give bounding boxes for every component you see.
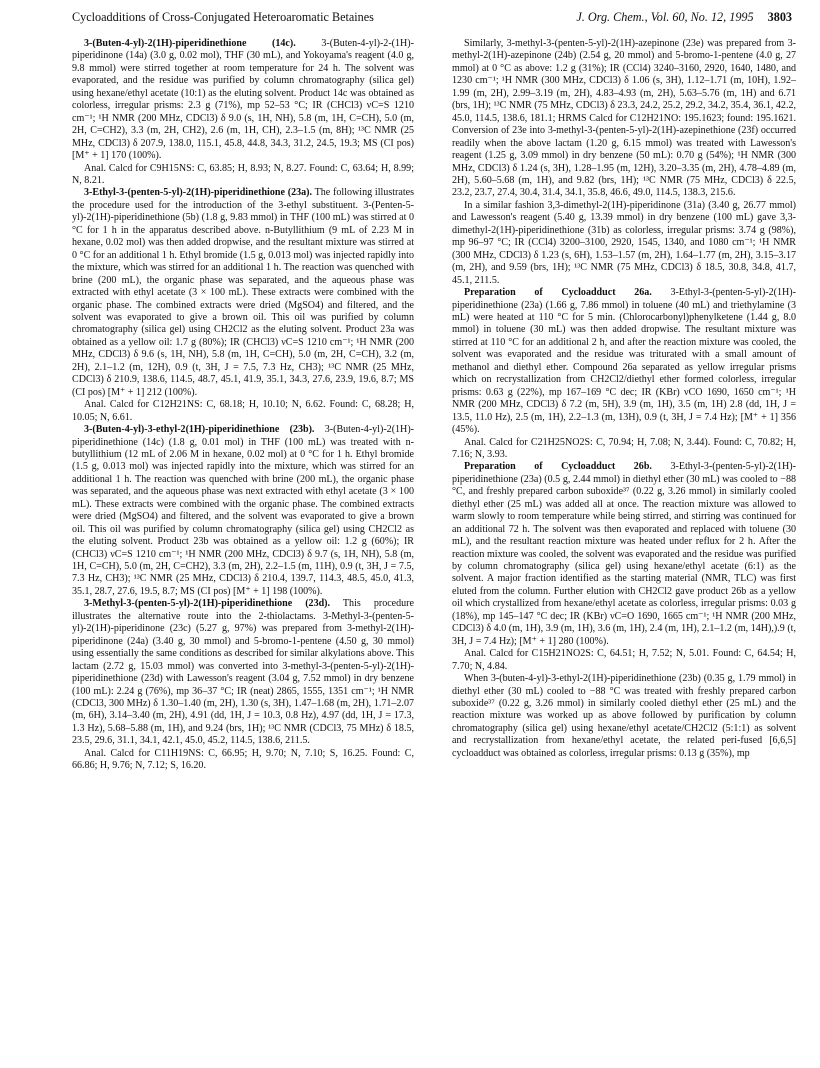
paragraph-body: This procedure illustrates the alternative route into the 2-thiolactams. 3-Methyl-3-(penten-5-yl)-2(1H)-piperidinone (23c) (5.27 g, 97%) was prepared from 3-methyl-2(1H)-piperidinone (24a) (3.40 g, 30 mmol) and 5-bromo-1-pentene (4.50 g, 30 mmol) using essentially the same conditions as described for similar alkylations above. This lactam (2.72 g, 15.03 mmol) was converted into 3-methyl-3-(penten-5-yl)-2(1H)-piperidinethione (23d) with Lawesson's reagent (3.04 g, 7.52 mmol) in dry benzene (100 mL): 2.24 g (76%), mp 36–37 °C; IR (neat) 2865, 1555, 1351 cm⁻¹; ¹H NMR (CDCl3, 300 MHz) δ 1.30–1.40 (m, 2H), 1.30 (s, 3H), 1.47–1.68 (m, 2H), 1.71–2.07 (m, 6H), 3.14–3.40 (m, 2H), 4.91 (dd, 1H, J = 10.3, 0.8 Hz), 4.97 (dd, 1H, J = 17.3, 1.3 Hz), 5.68–5.88 (m, 1H), and 9.24 (brs, 1H); ¹³C NMR (CDCl3, 75 MHz) δ 18.5, 23.5, 29.6, 31.1, 34.1, 42.1, 45.0, 45.2, 114.5, 138.6, 211.5. [72, 598, 414, 747]
paragraph-23d-analysis [72, 748, 414, 773]
paragraph-body: When 3-(buten-4-yl)-3-ethyl-2(1H)-piperidinethione (23b) (0.35 g, 1.79 mmol) in diethyl ether (30 mL) cooled to −88 °C was treated with freshly prepared carbon suboxide³⁷ (0.22 g, 3.26 mmol) in similarly cooled diethyl ether (25 mL) and the reaction mixture was worked up as above followed by purification by column chromatography (silica gel) using hexane/ethyl acetate/CH2Cl2 (5:1:1) as solvent and recrystallization from hexane/ethyl acetate, the related peri-fused [6,6,5] cycloadduct was obtained as colorless, irregular prisms: 0.13 g (35%), mp [452, 673, 796, 759]
paragraph-26a-analysis [452, 437, 796, 462]
paragraph-23a [72, 187, 414, 399]
paragraph-heading: 3-(Buten-4-yl)-2(1H)-piperidinethione (14c). [84, 38, 296, 49]
paragraph-body: 3-Ethyl-3-(penten-5-yl)-2(1H)-piperidinethione (23a) (1.66 g, 7.86 mmol) in toluene (40 mL) and triethylamine (3 mL) were heated at 110 °C for 5 min. (Chlorocarbonyl)phenylketene (1.44 g, 8.0 mmol) in toluene (30 mL) was then added dropwise. The resultant mixture was stirred at 110 °C for an additional 2 h, and after the reaction mixture was cooled, the solvent was evaporated and the residue was triturated with a small amount of methanol and diethyl ether. Compound 26a separated as yellow irregular prisms which on recrystallization from CH2Cl2/diethyl ether formed colorless, irregular prisms: 0.63 g (22%), mp 167–169 °C dec; IR (KBr) νCO 1690, 1650 cm⁻¹; ¹H NMR (200 MHz, CDCl3) δ 7.2 (m, 5H), 3.9 (m, 1H), 3.5 (m, 1H) 2.8 (dd, 1H, J = 13.5, 11.0 Hz), 2.5 (m, 1H), 2.2–1.3 (m, 13H), 0.9 (t, 3H, J = 7.4 Hz); [M⁺ + 1] 356 (45%). [452, 287, 796, 436]
paragraph-23b-cycloadduct [452, 673, 796, 760]
paragraph-23e-23f [452, 38, 796, 200]
paragraph-14c [72, 38, 414, 163]
paragraph-heading: Preparation of Cycloadduct 26b. [464, 461, 652, 473]
paragraph-body: In a similar fashion 3,3-dimethyl-2(1H)-piperidinone (31a) (3.40 g, 26.77 mmol) and Lawesson's reagent (5.40 g, 13.39 mmol) in dry benzene (100 mL) gave 3,3-dimethyl-2(1H)-piperidinethione (31b) as colorless, irregular prisms: 3.74 g (98%), mp 96–97 °C; IR (CCl4) 3200–3100, 2920, 1545, 1340, and 1080 cm⁻¹; ¹H NMR (300 MHz, CDCl3) δ 1.23 (s, 6H), 1.53–1.57 (m, 2H), 1.64–1.77 (m, 2H), 3.15–3.17 (m, 2H), and 9.59 (brs, 1H); ¹³C NMR (75 MHz, CDCl3) δ 18.5, 30.8, 34.8, 41.7, 45.1, 211.5. [452, 199, 796, 286]
paragraph-body: The following illustrates the procedure used for the introduction of the 3-ethyl substituent. 3-(Penten-5-yl)-2(1H)-piperidinethione (5b) (1.8 g, 9.83 mmol) in THF (100 mL) was stirred at 0 °C for 1 h in the apparatus described above. n-Butyllithium (9 mL of 2.23 M in hexane, 0.02 mol) was then added dropwise, and the resultant mixture was stirred at 0 °C for an additional 1 h. Ethyl bromide (1.5 g, 0.013 mol) was injected rapidly into the mixture, which was stirred for an additional 1 h. The reaction was quenched with brine (200 mL), the organic phase was separated, and the aqueous phase was extracted with ethyl acetate (3 × 100 mL). These extracts were combined with the organic phase. The combined extracts were dried (MgSO4) and filtered, and the solvent was evaporated to give a brown oil. This oil was purified by column chromatography (silica gel) using CH2Cl2 as the eluting solvent. Product 23a was obtained as a yellow oil: 1.7 g (80%); IR (CHCl3) νC=S 1210 cm⁻¹; ¹H NMR (200 MHz, CDCl3) δ 9.6 (s, 1H, NH), 5.8 (m, 1H, C=CH), 5.0 (m, 2H, C=CH), 3.2 (m, 2H), 2.1–1.2 (m, 12H), 0.9 (t, 3H, J = 7.5, 7.3 Hz, CH3); ¹³C NMR (25 MHz, CDCl3) δ 210.9, 138.6, 114.5, 48.7, 45.1, 41.9, 35.1, 34.3, 27.6, 23.9, 19.6, 8.7; MS (CI pos) [M⁺ + 1] 212 (100%). [72, 187, 414, 398]
paragraph-26b-analysis [452, 648, 796, 673]
paragraph-26a [452, 287, 796, 436]
paragraph-body: 3-Ethyl-3-(penten-5-yl)-2(1H)-piperidinethione (23a) (0.5 g, 2.44 mmol) in diethyl ether (30 mL) was cooled to −88 °C, and freshly prepared carbon suboxide³⁷ (0.22 g, 3.26 mmol) in similarly cooled diethyl ether (25 mL) was added all at once. The reaction mixture was allowed to warm slowly to room temperature while being stirred, and stirring was continued for an additional 72 h. The solvent was then evaporated and replaced with toluene (30 mL), and the resultant reaction mixture was heated under reflux for 2 h. After the reaction mixture was cooled, the solvent was evaporated and the residue was purified by column chromatography (silica gel) using hexane/ethyl acetate (6:1) as the solvent. A major fraction identified as the starting material (NMR, TLC) was first eluted from the column. Further elution with CH2Cl2 gave product 26b as a yellow oil which crystallized from hexane/ethyl acetate as colorless, irregular prisms: 0.03 g (18%), mp 145–147 °C dec; IR (KBr) νC=O 1690, 1665 cm⁻¹; ¹H NMR (200 MHz, CDCl3) δ 4.0 (m, 1H), 3.9 (m, 1H), 3.6 (m, 1H), 2.4 (m, 1H), 2.1–1.2 (m, 14H),).9 (t, 3H, J = 7.4 Hz); [M⁺ + 1] 280 (100%). [452, 461, 796, 647]
paragraph-body: Anal. Calcd for C12H21NS: C, 68.18; H, 10.10; N, 6.62. Found: C, 68.28; H, 10.05; N, 6.61. [72, 399, 414, 423]
paragraph-body: Anal. Calcd for C9H15NS: C, 63.85; H, 8.93; N, 8.27. Found: C, 63.64; H, 8.99; N, 8.21. [72, 162, 414, 186]
page-number: 3803 [767, 10, 792, 24]
paragraph-body: Similarly, 3-methyl-3-(penten-5-yl)-2(1H)-azepinone (23e) was prepared from 3-methyl-2(1H)-azepinone (24b) (2.54 g, 20 mmol) and 5-bromo-1-pentene (4.0 g, 27 mmol) at 0 °C as above: 1.2 g (31%); IR (CCl4) 3240–3160, 2920, 1640, 1480, and 1230 cm⁻¹; ¹H NMR (300 MHz, CDCl3) δ 1.06 (s, 3H), 1.12–1.71 (m, 10H), 1.92–1.99 (m, 2H), 2.99–3.19 (m, 2H), 4.83–4.93 (m, 2H), 5.63–5.76 (m, 1H) and 6.71 (brs, 1H); ¹³C NMR (75 MHz, CDCl3) δ 23.3, 24.2, 25.2, 29.2, 34.2, 35.4, 36.1, 42.2, 45.0, 114.5, 138.6, 181.1; HRMS Calcd for C12H21NO: 195.1623; found: 195.1621. Conversion of 23e into 3-methyl-3-(penten-5-yl)-2(1H)-azepinethione (23f) occurred readily when the above lactam (1.20 g, 6.15 mmol) was treated with Lawesson's reagent (1.25 g, 3.09 mmol) in dry benzene (50 mL): 0.70 g (54%); ¹H NMR (300 MHz, CDCl3) δ 1.24 (s, 3H), 1.28–1.95 (m, 12H), 3.20–3.35 (m, 2H), 4.78–4.89 (m, 2H), 5.60–5.68 (m, 1H), and 9.82 (brs, 1H); ¹³C NMR (75 MHz, CDCl3) δ 22.5, 23.2, 23.7, 27.4, 30.4, 31.4, 34.1, 35.8, 46.6, 49.0, 114.5, 138.3, 215.6. [452, 38, 796, 199]
paragraph-23d [72, 598, 414, 747]
paragraph-14c-analysis [72, 163, 414, 188]
paragraph-body: Anal. Calcd for C15H21NO2S: C, 64.51; H, 7.52; N, 5.01. Found: C, 64.54; H, 7.70; N, 4.84. [452, 648, 796, 672]
right-column [452, 38, 796, 760]
paragraph-23a-analysis [72, 399, 414, 424]
paragraph-body: Anal. Calcd for C11H19NS: C, 66.95; H, 9.70; N, 7.10; S, 16.25. Found: C, 66.86; H, 9.76; N, 7.12; S, 16.20. [72, 747, 414, 772]
running-title: Cycloadditions of Cross-Conjugated Heteroaromatic Betaines [72, 10, 374, 24]
paragraph-heading: 3-Methyl-3-(penten-5-yl)-2(1H)-piperidinethione (23d). [84, 598, 331, 610]
paragraph-heading: 3-(Buten-4-yl)-3-ethyl-2(1H)-piperidinethione (23b). [84, 424, 315, 436]
paragraph-heading: Preparation of Cycloadduct 26a. [464, 287, 652, 299]
running-header [72, 10, 792, 30]
paragraph-23b [72, 424, 414, 598]
paragraph-body: 3-(Buten-4-yl)-2-(1H)-piperidinone (14a) (3.0 g, 0.02 mol), THF (30 mL), and Yokoyama's reagent (4.0 g, 9.8 mmol) were stirred together at room temperature for 24 h. The solvent was evaporated, and the residue was purified by column chromatography (silica gel) using hexane/ethyl acetate (10:1) as the eluting solvent. Product 14c was obtained as colorless, irregular prisms: 2.3 g (71%), mp 52–53 °C; IR (CHCl3) νC=S 1210 cm⁻¹; ¹H NMR (200 MHz, CDCl3) δ 9.0 (s, 1H, NH), 5.8 (m, 1H, C=CH), 5.0 (m, 2H, C=CH2), 3.3 (m, 2H, CH2), 2.6 (m, 1H, CH), 2.3–1.5 (m, 8H); ¹³C NMR (25 MHz, CDCl3) δ 207.9, 138.0, 115.1, 45.8, 44.8, 34.3, 31.2, 24.5, 19.3; MS (CI pos) [M⁺ + 1] 170 (100%). [72, 38, 414, 162]
journal-citation: J. Org. Chem., Vol. 60, No. 12, 1995 [576, 10, 754, 24]
paragraph-body: Anal. Calcd for C21H25NO2S: C, 70.94; H, 7.08; N, 3.44). Found: C, 70.82; H, 7.16; N, 3.93. [452, 436, 796, 460]
paragraph-heading: 3-Ethyl-3-(penten-5-yl)-2(1H)-piperidinethione (23a). [84, 187, 312, 199]
paragraph-body: 3-(Buten-4-yl)-2(1H)-piperidinethione (14c) (1.8 g, 0.01 mol) in THF (100 mL) was treated with n-butyllithium (12 mL of 2.06 M in hexane, 0.02 mol) at 0 °C for 1 h. Ethyl bromide (1.5 g, 0.013 mol) was injected rapidly into the mixture, which was stirred for an additional 1 h. The reaction was quenched with brine (200 mL), the organic phase was separated, and the aqueous phase was next extracted with ethyl acetate (3 × 100 mL). These extracts were combined with the organic phase. The combined extracts were dried (MgSO4) and filtered, and the solvent was evaporated to give a brown oil. This oil was purified by column chromatography (silica gel) using CH2Cl2 as the eluting solvent. Product 23b was obtained as a yellow oil: 1.2 g (60%); IR (CHCl3) νC=S 1210 cm⁻¹; ¹H NMR (200 MHz, CDCl3) δ 9.7 (s, 1H, NH), 5.8 (m, 1H, C=CH), 5.0 (m, 2H, C=CH2), 3.3 (m, 2H), 2.2–1.5 (m, 11H), 0.9 (t, 3H, J = 7.5, 7.3 Hz, CH3); ¹³C NMR (25 MHz, CDCl3) δ 210.4, 139.7, 114.3, 48.5, 45.0, 41.3, 35.1, 28.7, 27.6, 19.5, 8.7; MS (CI pos) [M⁺ + 1] 198 (100%). [72, 424, 415, 597]
left-column [72, 38, 414, 773]
paragraph-26b [452, 461, 796, 648]
paragraph-31b [452, 200, 796, 287]
